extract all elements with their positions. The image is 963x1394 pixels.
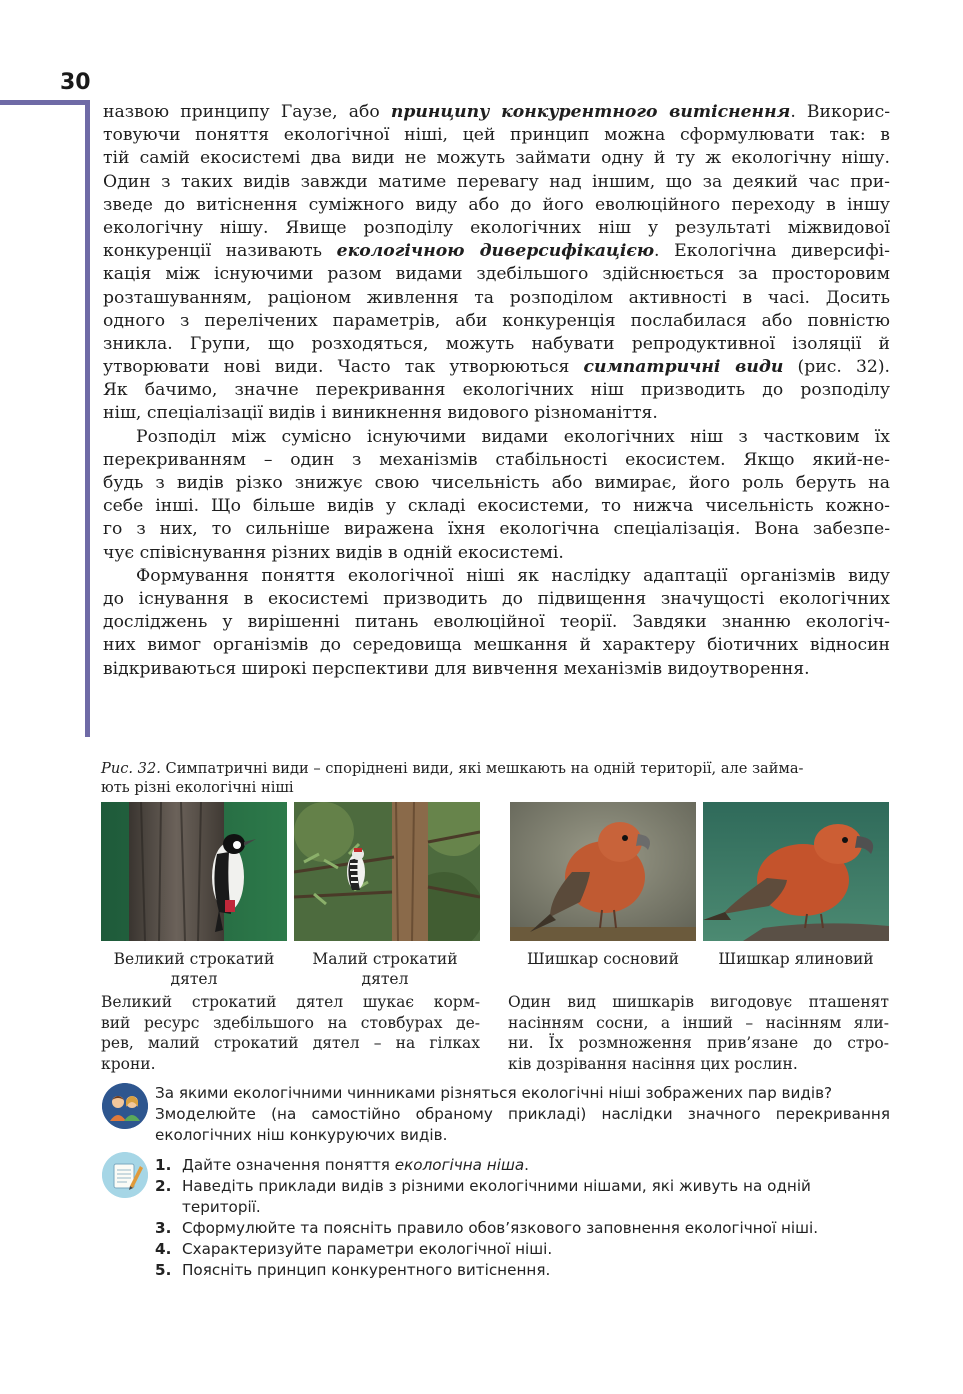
main-body-text [103, 101, 890, 681]
photo-title-line: Шишкар ялиновий [718, 950, 874, 968]
description-line: насінням сосни, а інший – насінням яли- [508, 1013, 889, 1032]
description-line: вий ресурс здебільшого на стовбурах де- [101, 1013, 480, 1032]
task-number: 2. [155, 1177, 172, 1195]
body-text-run: Один з таких видів завжди матиме перевагу над іншим, що за деякий час при- [103, 171, 890, 192]
task-item [155, 1260, 895, 1281]
body-line [103, 217, 890, 240]
body-text-run: себе інші. Що більше видів у складі екосистеми, то нижча чисельність кожно- [103, 496, 890, 517]
body-text-run: ніш, спеціалізації видів і виникнення видового різноманіття. [103, 403, 658, 424]
description-line: Великий строкатий дятел шукає корм- [101, 993, 480, 1011]
task-item [155, 1176, 895, 1218]
photo-title-great-woodpecker [101, 949, 287, 989]
body-text-run: . Викорис- [790, 102, 890, 122]
photo-title-line: Шишкар сосновий [527, 950, 679, 968]
body-line [103, 101, 890, 124]
body-text-run: екологічну нішу. Явище розподілу екологічних ніш у результаті міжвидової [103, 217, 890, 238]
margin-accent-bar-top [0, 100, 90, 105]
discussion-line: екологічних ніш конкуруючих видів. [155, 1125, 448, 1144]
task-item [155, 1155, 895, 1176]
task-text: Сформулюйте та поясніть правило обов’язкового заповнення екологічної ніші. [182, 1219, 819, 1237]
notebook-pen-icon [102, 1152, 148, 1198]
body-text-run: Формування поняття екологічної ніші як наслідку адаптації організмів виду [136, 565, 890, 586]
body-line [103, 263, 890, 286]
body-line [103, 565, 890, 588]
students-discussion-icon [102, 1083, 148, 1129]
photo-title-line: Малий строкатий [312, 950, 458, 968]
task-item [155, 1239, 895, 1260]
body-line [103, 379, 890, 402]
body-line [103, 147, 890, 170]
figure-caption-text-2: ють різні екологічні ніші [101, 779, 294, 796]
body-text-run: зведе до витіснення суміжного виду або до його еволюційного переходу в іншу [103, 194, 890, 215]
body-text-run: одного з перелічених параметрів, аби конкуренція послабилася або повністю [103, 310, 890, 331]
body-line [103, 402, 890, 425]
crossbill-description [508, 992, 889, 1074]
body-text-run: Як бачимо, значне перекривання екологічних ніш призводить до розподілу [103, 380, 890, 401]
body-text-run: товуючи поняття екологічної ніші, цей принцип можна сформулювати так: в [103, 125, 890, 146]
task-text: території. [182, 1198, 261, 1216]
body-line [103, 194, 890, 217]
description-line: Один вид шишкарів вигодовує пташенят [508, 993, 889, 1011]
margin-accent-bar [85, 100, 90, 737]
parrot-crossbill-photo [510, 802, 696, 941]
body-line [103, 333, 890, 356]
body-text-run: відкриваються широкі перспективи для вивчення механізмів видоутворення. [103, 658, 810, 679]
common-crossbill-photo [703, 802, 889, 941]
figure-caption [101, 759, 891, 797]
task-item [155, 1218, 895, 1239]
body-line [103, 611, 890, 634]
photo-title-lesser-woodpecker [290, 949, 480, 989]
body-text-run: конкуренції називають [103, 241, 337, 262]
body-text-run: розташуванням, раціоном живлення та розподілом активності в часі. Досить [103, 287, 890, 308]
body-text-run: утворювати нові види. Часто так утворюються [103, 357, 584, 378]
photo-title-parrot-crossbill [508, 949, 698, 969]
task-number: 5. [155, 1261, 172, 1279]
lesser-spotted-woodpecker-photo [294, 802, 480, 941]
body-line [103, 287, 890, 310]
body-text-run: будь з видів різко знижує свою чисельність або вимирає, його роль беруть на [103, 473, 890, 493]
body-text-run: кація між існуючими разом видами здебільшого здійснюється за просторовим [103, 264, 890, 285]
figure-label: Рис. 32. [101, 760, 161, 777]
photo-title-line: Великий строкатий [113, 950, 275, 968]
figure-caption-text: Симпатричні види – споріднені види, які мешкають на одній території, але займа- [160, 760, 804, 777]
key-term: симпатричні види [583, 357, 784, 378]
body-line [103, 542, 890, 565]
task-text: Наведіть приклади видів з різними екологічними нішами, які живуть на одній [182, 1177, 811, 1195]
photo-title-line: дятел [170, 970, 218, 988]
body-line [103, 449, 890, 472]
discussion-questions [155, 1083, 890, 1145]
body-text-run: . Екологічна диверсифі- [654, 241, 890, 262]
discussion-line: Змоделюйте (на самостійно обраному прикладі) наслідки значного перекривання [155, 1104, 890, 1123]
description-line: рев, малий строкатий дятел – на гілках [101, 1034, 480, 1053]
photo-title-common-crossbill [700, 949, 892, 969]
task-number: 1. [155, 1156, 172, 1174]
body-text-run: них вимог організмів до середовища мешкання й характеру біотичних відносин [103, 635, 890, 656]
body-line [103, 634, 890, 657]
description-line: ни. Їх розмноження прив’язане до стро- [508, 1034, 889, 1053]
body-line [103, 472, 890, 495]
discussion-line: За якими екологічними чинниками різняться екологічні ніші зображених пар видів? [155, 1084, 833, 1102]
body-line [103, 518, 890, 541]
body-line [103, 356, 890, 379]
body-line [103, 495, 890, 518]
body-text-run: перекриванням – один з механізмів стабільності екосистем. Якщо який-не- [103, 449, 890, 470]
body-text-run: зникла. Групи, що розходяться, можуть набувати репродуктивної ізоляції й [103, 333, 890, 354]
body-line [103, 658, 890, 681]
body-text-run: тій самій екосистемі два види не можуть займати одну й ту ж екологічну нішу. [103, 148, 890, 169]
body-text-run: го з них, то сильніше виражена їхня екологічна спеціалізація. Вона забезпе- [103, 519, 890, 540]
task-text: Схарактеризуйте параметри екологічної ніші. [182, 1240, 553, 1258]
body-text-run: чує співіснування різних видів в одній екосистемі. [103, 542, 564, 563]
body-text-run: досліджень у вирішенні питань еволюційної теорії. Завдяки знанню екологіч- [103, 612, 890, 633]
key-term: принципу конкурентного витіснення [390, 102, 791, 122]
task-text: . [524, 1156, 529, 1174]
description-line: ків дозрівання насіння цих рослин. [508, 1054, 798, 1073]
body-text-run: Розподіл між сумісно існуючими видами екологічних ніш з частковим їх [136, 426, 890, 447]
body-text-run: назвою принципу Гаузе, або [103, 102, 391, 122]
body-line [103, 426, 890, 449]
photo-title-line: дятел [361, 970, 409, 988]
task-text: Дайте означення поняття [182, 1156, 395, 1174]
body-line [103, 310, 890, 333]
task-number: 4. [155, 1240, 172, 1258]
body-text-run: до існування в екосистемі призводить до підвищення значущості екологічних [103, 588, 890, 609]
body-line [103, 171, 890, 194]
body-line [103, 124, 890, 147]
body-text-run: (рис. 32). [783, 357, 890, 378]
body-line [103, 240, 890, 263]
woodpecker-description [101, 992, 480, 1074]
review-tasks-list [155, 1155, 895, 1281]
body-line [103, 588, 890, 611]
key-term: екологічною диверсифікацією [336, 241, 655, 262]
description-line: крони. [101, 1054, 156, 1073]
task-text: Поясніть принцип конкурентного витіснення. [182, 1261, 551, 1279]
great-spotted-woodpecker-photo [101, 802, 287, 941]
task-number: 3. [155, 1219, 172, 1237]
task-term: екологічна ніша [394, 1156, 525, 1174]
page-number: 30 [60, 70, 91, 95]
